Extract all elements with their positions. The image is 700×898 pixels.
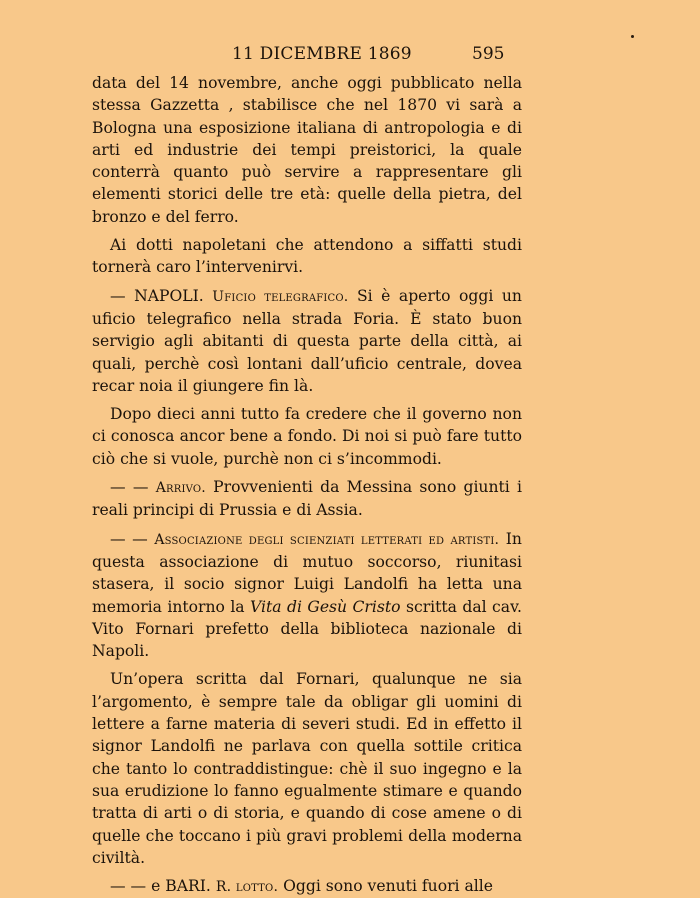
paragraph-text: Oggi sono venuti fuori alle bbox=[283, 877, 493, 896]
ink-speck bbox=[631, 35, 634, 38]
running-header bbox=[0, 44, 700, 66]
section-lead: — — e BARI. bbox=[110, 877, 211, 896]
paragraph-fornari-work bbox=[92, 668, 522, 869]
paragraph-government bbox=[92, 403, 522, 470]
paragraph-text: In questa associazione di mutuo soccorso, riunitasi stasera, il socio signor Luigi Landolfi ha letta una memoria intorno la bbox=[92, 529, 522, 616]
article-body bbox=[92, 72, 522, 898]
paragraph-text: Si è aperto oggi un uficio telegrafico nella strada Foria. È stato buon servigio agli abitanti di questa parte della città, ai quali, perchè così lontani dall’uficio centrale, dovea recar noia il giungere fin là. bbox=[92, 286, 522, 395]
section-bari-lotto bbox=[92, 875, 522, 898]
paragraph-text: scritta dal cav. Vito Fornari prefetto della biblioteca nazionale di Napoli. bbox=[92, 597, 522, 661]
page-number: 595 bbox=[472, 44, 505, 64]
paragraph-text: Ai dotti napoletani che attendono a siffatti studi tornerà caro l’intervenirvi. bbox=[92, 236, 522, 277]
paragraph-text: Dopo dieci anni tutto fa credere che il governo non ci conosca ancor bene a fondo. Di noi si può fare tutto ciò che si vuole, purchè non ci s’incommodi. bbox=[92, 405, 522, 468]
section-heading: Arrivo. bbox=[155, 480, 206, 497]
section-heading: Uficio telegrafico. bbox=[212, 288, 349, 305]
section-lead: — NAPOLI. bbox=[110, 286, 204, 305]
section-association bbox=[92, 528, 522, 663]
section-napoli-telegraph bbox=[92, 285, 522, 397]
section-arrival bbox=[92, 476, 522, 522]
book-title: Vita di Gesù Cristo bbox=[250, 597, 401, 616]
paragraph-napolitan-scholars bbox=[92, 234, 522, 279]
section-heading: R. lotto. bbox=[215, 879, 279, 896]
paragraph-bologna-exhibition bbox=[92, 72, 522, 228]
paragraph-text: Provvenienti da Messina sono giunti i reali principi di Prussia e di Assia. bbox=[92, 478, 522, 520]
section-heading: Associazione degli scienziati letterati ed artisti. bbox=[154, 531, 500, 548]
paragraph-text: Un’opera scritta dal Fornari, qualunque ne sia l’argomento, è sempre tale da obligar gli uomini di lettere a farne materia di severi studi. Ed in effetto il signor Landolfi ne parlava con quella sottile critica che tanto lo contraddistingue: chè il suo ingegno e la sua erudizione lo fanno egualmente stimare e quando tratta di arti o di storia, e quando di cose amene o di quelle che toccano i più gravi problemi della moderna civiltà. bbox=[92, 670, 522, 867]
section-lead: — — bbox=[110, 529, 148, 548]
header-date: 11 DICEMBRE 1869 bbox=[232, 44, 412, 64]
paragraph-text: data del 14 novembre, anche oggi pubblicato nella stessa Gazzetta , stabilisce che nel 1870 vi sarà a Bologna una esposizione italiana di antropologia e di arti ed industrie dei tempi preistorici, la quale conterrà quanto può servire a rappresentare gli elementi storici delle tre età: quelle della pietra, del bronzo e del ferro. bbox=[92, 74, 522, 226]
section-lead: — — bbox=[110, 478, 149, 497]
